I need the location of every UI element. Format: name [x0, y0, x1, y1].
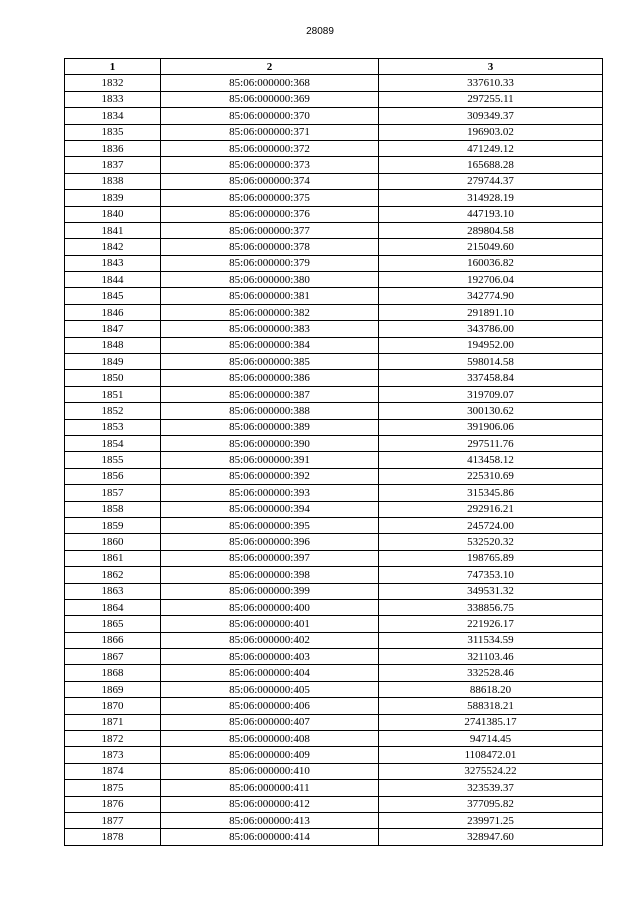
row-number-cell: 1847	[65, 321, 161, 337]
row-number-cell: 1832	[65, 75, 161, 91]
value-cell: 532520.32	[379, 534, 603, 550]
cadastral-number-cell: 85:06:000000:394	[161, 501, 379, 517]
value-cell: 598014.58	[379, 354, 603, 370]
value-cell: 328947.60	[379, 829, 603, 845]
row-number-cell: 1874	[65, 763, 161, 779]
table-row	[65, 796, 603, 812]
table-row	[65, 354, 603, 370]
value-cell: 1108472.01	[379, 747, 603, 763]
row-number-cell: 1875	[65, 780, 161, 796]
cadastral-number-cell: 85:06:000000:381	[161, 288, 379, 304]
data-table-container	[64, 58, 602, 846]
cadastral-number-cell: 85:06:000000:402	[161, 632, 379, 648]
cadastral-number-cell: 85:06:000000:368	[161, 75, 379, 91]
value-cell: 413458.12	[379, 452, 603, 468]
value-cell: 447193.10	[379, 206, 603, 222]
row-number-cell: 1854	[65, 435, 161, 451]
column-header-3: 3	[379, 59, 603, 75]
cadastral-number-cell: 85:06:000000:412	[161, 796, 379, 812]
cadastral-number-cell: 85:06:000000:397	[161, 550, 379, 566]
row-number-cell: 1858	[65, 501, 161, 517]
table-row	[65, 206, 603, 222]
value-cell: 160036.82	[379, 255, 603, 271]
table-row	[65, 222, 603, 238]
value-cell: 279744.37	[379, 173, 603, 189]
row-number-cell: 1878	[65, 829, 161, 845]
row-number-cell: 1855	[65, 452, 161, 468]
value-cell: 315345.86	[379, 485, 603, 501]
row-number-cell: 1873	[65, 747, 161, 763]
cadastral-number-cell: 85:06:000000:380	[161, 272, 379, 288]
table-row	[65, 435, 603, 451]
value-cell: 314928.19	[379, 190, 603, 206]
column-header-2: 2	[161, 59, 379, 75]
cadastral-number-cell: 85:06:000000:373	[161, 157, 379, 173]
table-row	[65, 616, 603, 632]
row-number-cell: 1852	[65, 403, 161, 419]
value-cell: 309349.37	[379, 108, 603, 124]
cadastral-number-cell: 85:06:000000:408	[161, 731, 379, 747]
row-number-cell: 1856	[65, 468, 161, 484]
row-number-cell: 1871	[65, 714, 161, 730]
row-number-cell: 1863	[65, 583, 161, 599]
table-row	[65, 419, 603, 435]
cadastral-number-cell: 85:06:000000:398	[161, 567, 379, 583]
table-row	[65, 288, 603, 304]
row-number-cell: 1867	[65, 649, 161, 665]
row-number-cell: 1864	[65, 599, 161, 615]
table-row	[65, 714, 603, 730]
row-number-cell: 1866	[65, 632, 161, 648]
value-cell: 225310.69	[379, 468, 603, 484]
value-cell: 88618.20	[379, 681, 603, 697]
value-cell: 588318.21	[379, 698, 603, 714]
cadastral-number-cell: 85:06:000000:395	[161, 517, 379, 533]
table-row	[65, 534, 603, 550]
value-cell: 377095.82	[379, 796, 603, 812]
value-cell: 343786.00	[379, 321, 603, 337]
value-cell: 192706.04	[379, 272, 603, 288]
row-number-cell: 1851	[65, 386, 161, 402]
row-number-cell: 1843	[65, 255, 161, 271]
cadastral-number-cell: 85:06:000000:391	[161, 452, 379, 468]
table-row	[65, 747, 603, 763]
cadastral-number-cell: 85:06:000000:369	[161, 91, 379, 107]
value-cell: 747353.10	[379, 567, 603, 583]
value-cell: 319709.07	[379, 386, 603, 402]
page-number: 28089	[306, 26, 334, 37]
row-number-cell: 1849	[65, 354, 161, 370]
value-cell: 337610.33	[379, 75, 603, 91]
table-row	[65, 140, 603, 156]
row-number-cell: 1838	[65, 173, 161, 189]
row-number-cell: 1837	[65, 157, 161, 173]
table-row	[65, 567, 603, 583]
cadastral-number-cell: 85:06:000000:386	[161, 370, 379, 386]
table-row	[65, 403, 603, 419]
cadastral-number-cell: 85:06:000000:375	[161, 190, 379, 206]
cadastral-number-cell: 85:06:000000:406	[161, 698, 379, 714]
table-row	[65, 632, 603, 648]
table-row	[65, 698, 603, 714]
cadastral-number-cell: 85:06:000000:379	[161, 255, 379, 271]
table-row	[65, 370, 603, 386]
cadastral-number-cell: 85:06:000000:414	[161, 829, 379, 845]
row-number-cell: 1861	[65, 550, 161, 566]
table-row	[65, 583, 603, 599]
cadastral-number-cell: 85:06:000000:399	[161, 583, 379, 599]
row-number-cell: 1870	[65, 698, 161, 714]
value-cell: 292916.21	[379, 501, 603, 517]
value-cell: 215049.60	[379, 239, 603, 255]
row-number-cell: 1844	[65, 272, 161, 288]
table-row	[65, 780, 603, 796]
cadastral-number-cell: 85:06:000000:400	[161, 599, 379, 615]
data-table	[64, 58, 603, 846]
value-cell: 391906.06	[379, 419, 603, 435]
table-row	[65, 272, 603, 288]
cadastral-number-cell: 85:06:000000:377	[161, 222, 379, 238]
row-number-cell: 1860	[65, 534, 161, 550]
value-cell: 337458.84	[379, 370, 603, 386]
table-row	[65, 255, 603, 271]
cadastral-number-cell: 85:06:000000:384	[161, 337, 379, 353]
row-number-cell: 1841	[65, 222, 161, 238]
table-row	[65, 386, 603, 402]
value-cell: 245724.00	[379, 517, 603, 533]
value-cell: 291891.10	[379, 304, 603, 320]
cadastral-number-cell: 85:06:000000:374	[161, 173, 379, 189]
cadastral-number-cell: 85:06:000000:382	[161, 304, 379, 320]
table-row	[65, 681, 603, 697]
value-cell: 471249.12	[379, 140, 603, 156]
value-cell: 3275524.22	[379, 763, 603, 779]
row-number-cell: 1877	[65, 812, 161, 828]
table-row	[65, 517, 603, 533]
table-row	[65, 239, 603, 255]
value-cell: 239971.25	[379, 812, 603, 828]
table-row	[65, 124, 603, 140]
value-cell: 297511.76	[379, 435, 603, 451]
row-number-cell: 1865	[65, 616, 161, 632]
row-number-cell: 1872	[65, 731, 161, 747]
value-cell: 311534.59	[379, 632, 603, 648]
cadastral-number-cell: 85:06:000000:392	[161, 468, 379, 484]
cadastral-number-cell: 85:06:000000:371	[161, 124, 379, 140]
table-row	[65, 91, 603, 107]
table-row	[65, 75, 603, 91]
cadastral-number-cell: 85:06:000000:387	[161, 386, 379, 402]
value-cell: 297255.11	[379, 91, 603, 107]
row-number-cell: 1859	[65, 517, 161, 533]
cadastral-number-cell: 85:06:000000:389	[161, 419, 379, 435]
cadastral-number-cell: 85:06:000000:409	[161, 747, 379, 763]
cadastral-number-cell: 85:06:000000:411	[161, 780, 379, 796]
cadastral-number-cell: 85:06:000000:393	[161, 485, 379, 501]
value-cell: 332528.46	[379, 665, 603, 681]
value-cell: 349531.32	[379, 583, 603, 599]
table-row	[65, 190, 603, 206]
cadastral-number-cell: 85:06:000000:403	[161, 649, 379, 665]
value-cell: 94714.45	[379, 731, 603, 747]
row-number-cell: 1848	[65, 337, 161, 353]
row-number-cell: 1835	[65, 124, 161, 140]
table-row	[65, 304, 603, 320]
value-cell: 221926.17	[379, 616, 603, 632]
row-number-cell: 1842	[65, 239, 161, 255]
row-number-cell: 1862	[65, 567, 161, 583]
value-cell: 196903.02	[379, 124, 603, 140]
cadastral-number-cell: 85:06:000000:383	[161, 321, 379, 337]
row-number-cell: 1857	[65, 485, 161, 501]
cadastral-number-cell: 85:06:000000:410	[161, 763, 379, 779]
table-row	[65, 763, 603, 779]
table-row	[65, 321, 603, 337]
row-number-cell: 1833	[65, 91, 161, 107]
value-cell: 338856.75	[379, 599, 603, 615]
row-number-cell: 1876	[65, 796, 161, 812]
cadastral-number-cell: 85:06:000000:376	[161, 206, 379, 222]
row-number-cell: 1853	[65, 419, 161, 435]
row-number-cell: 1839	[65, 190, 161, 206]
row-number-cell: 1850	[65, 370, 161, 386]
table-row	[65, 337, 603, 353]
row-number-cell: 1834	[65, 108, 161, 124]
cadastral-number-cell: 85:06:000000:404	[161, 665, 379, 681]
table-row	[65, 173, 603, 189]
cadastral-number-cell: 85:06:000000:390	[161, 435, 379, 451]
table-row	[65, 108, 603, 124]
value-cell: 165688.28	[379, 157, 603, 173]
cadastral-number-cell: 85:06:000000:388	[161, 403, 379, 419]
cadastral-number-cell: 85:06:000000:370	[161, 108, 379, 124]
cadastral-number-cell: 85:06:000000:396	[161, 534, 379, 550]
value-cell: 321103.46	[379, 649, 603, 665]
cadastral-number-cell: 85:06:000000:413	[161, 812, 379, 828]
cadastral-number-cell: 85:06:000000:401	[161, 616, 379, 632]
table-row	[65, 501, 603, 517]
value-cell: 342774.90	[379, 288, 603, 304]
row-number-cell: 1846	[65, 304, 161, 320]
table-row	[65, 599, 603, 615]
table-row	[65, 649, 603, 665]
cadastral-number-cell: 85:06:000000:372	[161, 140, 379, 156]
column-header-1: 1	[65, 59, 161, 75]
table-row	[65, 452, 603, 468]
value-cell: 198765.89	[379, 550, 603, 566]
cadastral-number-cell: 85:06:000000:407	[161, 714, 379, 730]
table-header-row	[65, 59, 603, 75]
value-cell: 194952.00	[379, 337, 603, 353]
cadastral-number-cell: 85:06:000000:378	[161, 239, 379, 255]
table-row	[65, 829, 603, 845]
row-number-cell: 1868	[65, 665, 161, 681]
table-body	[65, 75, 603, 845]
table-row	[65, 485, 603, 501]
value-cell: 300130.62	[379, 403, 603, 419]
row-number-cell: 1869	[65, 681, 161, 697]
cadastral-number-cell: 85:06:000000:405	[161, 681, 379, 697]
table-row	[65, 812, 603, 828]
table-row	[65, 157, 603, 173]
table-row	[65, 731, 603, 747]
row-number-cell: 1836	[65, 140, 161, 156]
table-row	[65, 550, 603, 566]
table-row	[65, 665, 603, 681]
value-cell: 323539.37	[379, 780, 603, 796]
value-cell: 2741385.17	[379, 714, 603, 730]
value-cell: 289804.58	[379, 222, 603, 238]
row-number-cell: 1840	[65, 206, 161, 222]
cadastral-number-cell: 85:06:000000:385	[161, 354, 379, 370]
row-number-cell: 1845	[65, 288, 161, 304]
table-row	[65, 468, 603, 484]
